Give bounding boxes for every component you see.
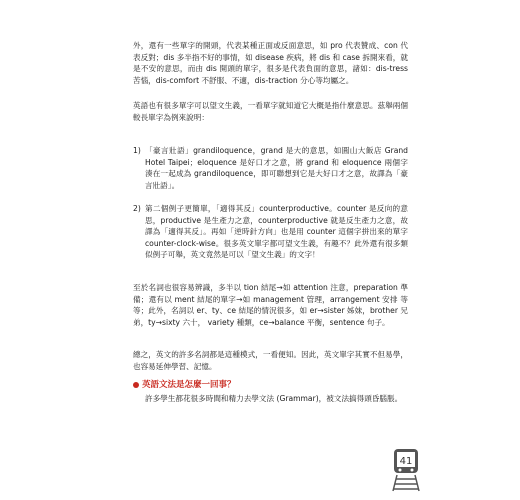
paragraph-prefixes: 外，還有一些單字的開頭，代表某種正面或反面意思，如 pro 代表贊成、con 代表反對；dis 多半指不好的事情，如 disease 疾病，將 dis 和 case 拆開來看，就是不安的意思，而由 dis 開頭的單字，很多是代表負面的意思，諸如：dis-tress 苦惱，dis-comfort 不舒服、不適，dis-traction 分心等均屬之。 [133,41,408,85]
list-number: 2) [133,204,141,213]
paragraph-conclusion: 總之，英文的許多名詞都是這種模式，一看便知。因此，英文單字其實不但易學，也容易延伸學習、記憶。 [133,350,408,371]
train-icon [392,448,420,492]
list-number: 1) [133,146,141,155]
list-item-2 [133,203,408,261]
page-number: 41 [399,456,413,467]
list-item-text: 「豪言壯語」grandiloquence，grand 是大的意思，如圓山大飯店 Grand Hotel Taipei；eloquence 是好口才之意，將 grand 和 eloquence 兩個字湊在一起成為 grandiloquence，即可聯想到它是大好口才之意，故譯為「豪言壯語」。 [145,146,408,190]
paragraph-nouns: 至於名詞也很容易辨識，多半以 tion 結尾→如 attention 注意，preparation 準備；還有以 ment 結尾的單字→如 management 管理，arrangement 安排 等等；此外，名詞以 er、ty、ce 結尾的情況很多，如 er→sister 姊妹，brother 兄弟，ty→sixty 六十， variety 種類，ce→balance 平衡，sentence 句子。 [133,283,408,327]
section-heading-text: 英語文法是怎麼一回事？ [142,380,236,390]
page-number-badge [392,448,420,492]
paragraph-intro: 英語也有很多單字可以望文生義，一看單字就知道它大概是指什麼意思。茲舉兩個較長單字為例來說明： [133,101,408,122]
bullet-dot-icon [133,382,139,388]
list-item-text: 第二個例子更簡單，「適得其反」counterproductive。counter 是反向的意思，productive 是生產力之意，counterproductive 就是反生產力之意，故譯為「適得其反」。再如「逆時針方向」也是用 counter 這個字拼出來的單字 counter-clock-wise。很多英文單字都可望文生義，有趣不？此外還有很多類似例子可舉，英文竟然是可以「望文生義」的文字！ [145,204,408,259]
paragraph-grammar: 許多學生都花很多時間和精力去學文法 (Grammar)，被文法搞得頭昏腦脹。 [145,394,403,403]
section-heading [133,378,236,390]
list-item-1 [133,145,408,191]
